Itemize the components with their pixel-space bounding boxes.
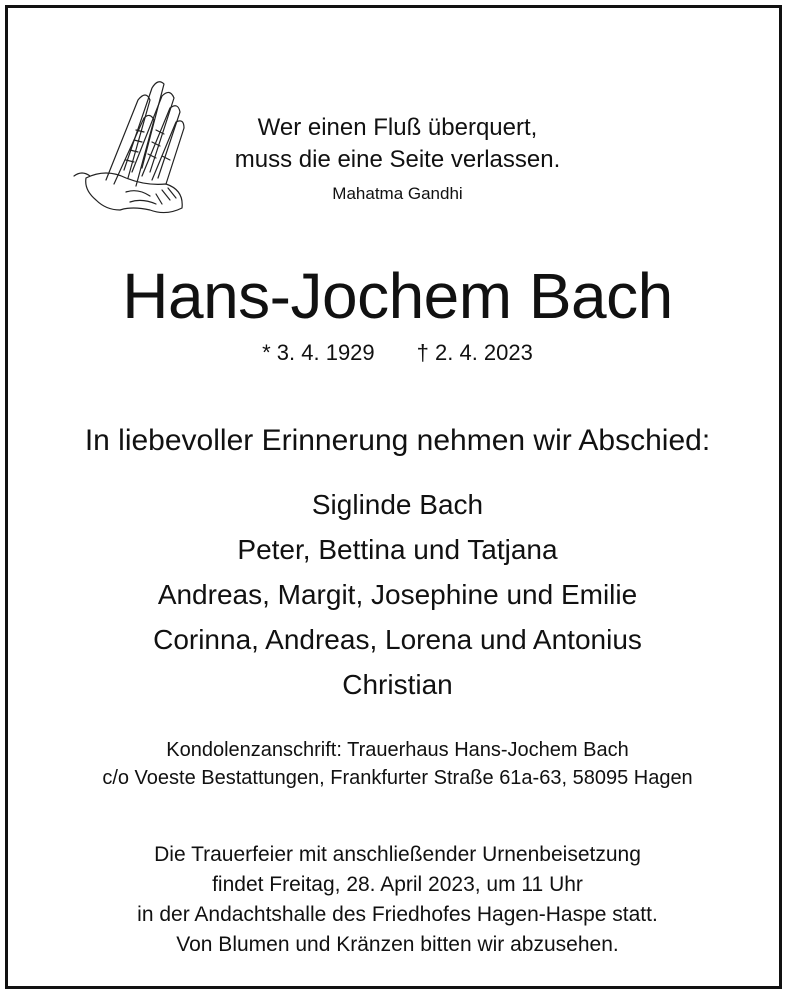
mourner-line: Siglinde Bach bbox=[311, 489, 484, 520]
mourner-line: Corinna, Andreas, Lorena und Antonius bbox=[153, 624, 642, 655]
birth-date: * 3. 4. 1929 bbox=[262, 340, 375, 365]
farewell-intro: In liebevoller Erinnerung nehmen wir Abschied: bbox=[84, 424, 711, 457]
ceremony-line-4: Von Blumen und Kränzen bitten wir abzusehen. bbox=[176, 933, 619, 956]
mourner-line: Christian bbox=[342, 669, 453, 700]
mourner-line: Andreas, Margit, Josephine und Emilie bbox=[157, 579, 638, 610]
deceased-name: Hans-Jochem Bach bbox=[122, 260, 673, 332]
quote-text bbox=[0, 112, 795, 176]
quote-line-2: muss die eine Seite verlassen. bbox=[234, 146, 561, 173]
condolence-line-2: c/o Voeste Bestattungen, Frankfurter Straße 61a-63, 58095 Hagen bbox=[102, 767, 693, 789]
condolence-address bbox=[0, 736, 795, 792]
mourners-list bbox=[0, 482, 795, 707]
ceremony-info bbox=[0, 840, 795, 960]
death-date: † 2. 4. 2023 bbox=[416, 340, 533, 365]
ceremony-line-3: in der Andachtshalle des Friedhofes Hagen-Haspe statt. bbox=[137, 903, 658, 926]
mourner-line: Peter, Bettina und Tatjana bbox=[237, 534, 558, 565]
ceremony-line-2: findet Freitag, 28. April 2023, um 11 Uhr bbox=[212, 873, 583, 896]
quote-author: Mahatma Gandhi bbox=[332, 184, 463, 203]
ceremony-line-1: Die Trauerfeier mit anschließender Urnenbeisetzung bbox=[154, 843, 641, 866]
life-dates bbox=[0, 340, 795, 366]
quote-line-1: Wer einen Fluß überquert, bbox=[257, 114, 538, 141]
condolence-line-1: Kondolenzanschrift: Trauerhaus Hans-Jochem Bach bbox=[166, 739, 629, 761]
